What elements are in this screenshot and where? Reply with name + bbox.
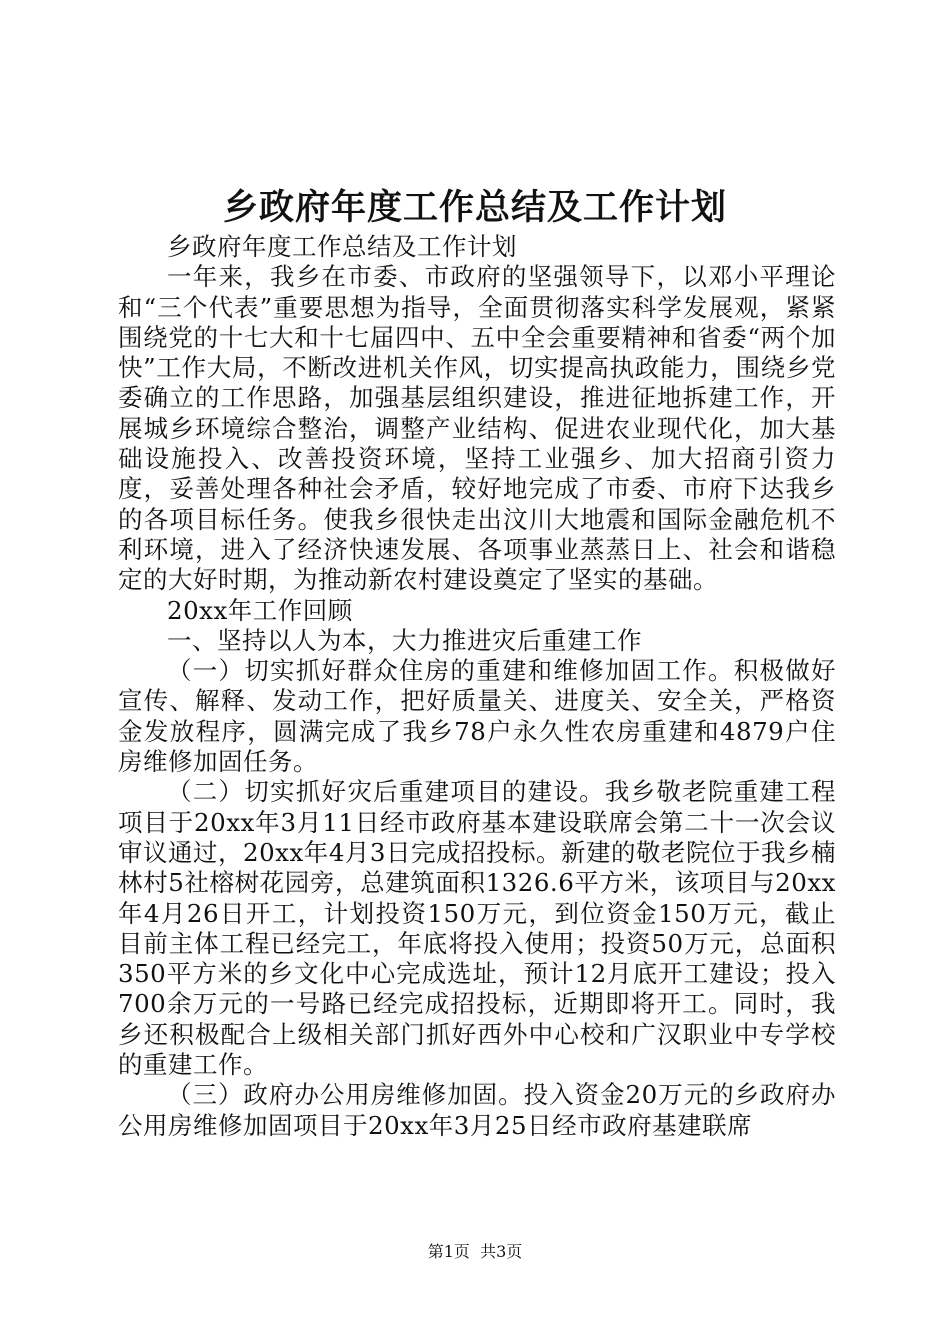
- paragraph-heading-1: 一、坚持以人为本，大力推进灾后重建工作: [167, 625, 642, 655]
- paragraph-item-3: （三）政府办公用房维修加固。投入资金20万元的乡政府办公用房维修加固项目于20xx年3月25日经市政府基建联席: [118, 1080, 836, 1140]
- document-body: [118, 232, 836, 1141]
- paragraph-item-2: （二）切实抓好灾后重建项目的建设。我乡敬老院重建工程项目于20xx年3月11日经市政府基本建设联席会第二十一次会议审议通过，20xx年4月3日完成招投标。新建的敬老院位于我乡楠林村5社榕树花园旁，总建筑面积1326.6平方米，该项目与20xx年4月26日开工，计划投资150万元，到位资金150万元，截止目前主体工程已经完工，年底将投入使用；投资50万元，总面积350平方米的乡文化中心完成选址，预计12月底开工建设；投入700余万元的一号路已经完成招投标，近期即将开工。同时，我乡还积极配合上级相关部门抓好西外中心校和广汉职业中专学校的重建工作。: [118, 777, 836, 1080]
- paragraph-item-1: （一）切实抓好群众住房的重建和维修加固工作。积极做好宣传、解释、发动工作，把好质量关、进度关、安全关，严格资金发放程序，圆满完成了我乡78户永久性农房重建和4879户住房维修加固任务。: [118, 656, 836, 777]
- page-number: 第1页: [427, 1242, 470, 1261]
- paragraph-intro: 一年来，我乡在市委、市政府的坚强领导下，以邓小平理论和“三个代表”重要思想为指导，全面贯彻落实科学发展观，紧紧围绕党的十七大和十七届四中、五中全会重要精神和省委“两个加快”工作大局，不断改进机关作风，切实提高执政能力，围绕乡党委确立的工作思路，加强基层组织建设，推进征地拆建工作，开展城乡环境综合整治，调整产业结构、促进农业现代化，加大基础设施投入、改善投资环境，坚持工业强乡、加大招商引资力度，妥善处理各种社会矛盾，较好地完成了市委、市府下达我乡的各项目标任务。使我乡很快走出汶川大地震和国际金融危机不利环境，进入了经济快速发展、各项事业蒸蒸日上、社会和谐稳定的大好时期，为推动新农村建设奠定了坚实的基础。: [118, 262, 836, 595]
- page-footer: [0, 1242, 950, 1262]
- document-title: 乡政府年度工作总结及工作计划: [222, 187, 727, 228]
- paragraph-subtitle: 乡政府年度工作总结及工作计划: [167, 232, 517, 261]
- page-total: 共3页: [480, 1242, 523, 1261]
- paragraph-section-year-review: 20xx年工作回顾: [167, 595, 353, 625]
